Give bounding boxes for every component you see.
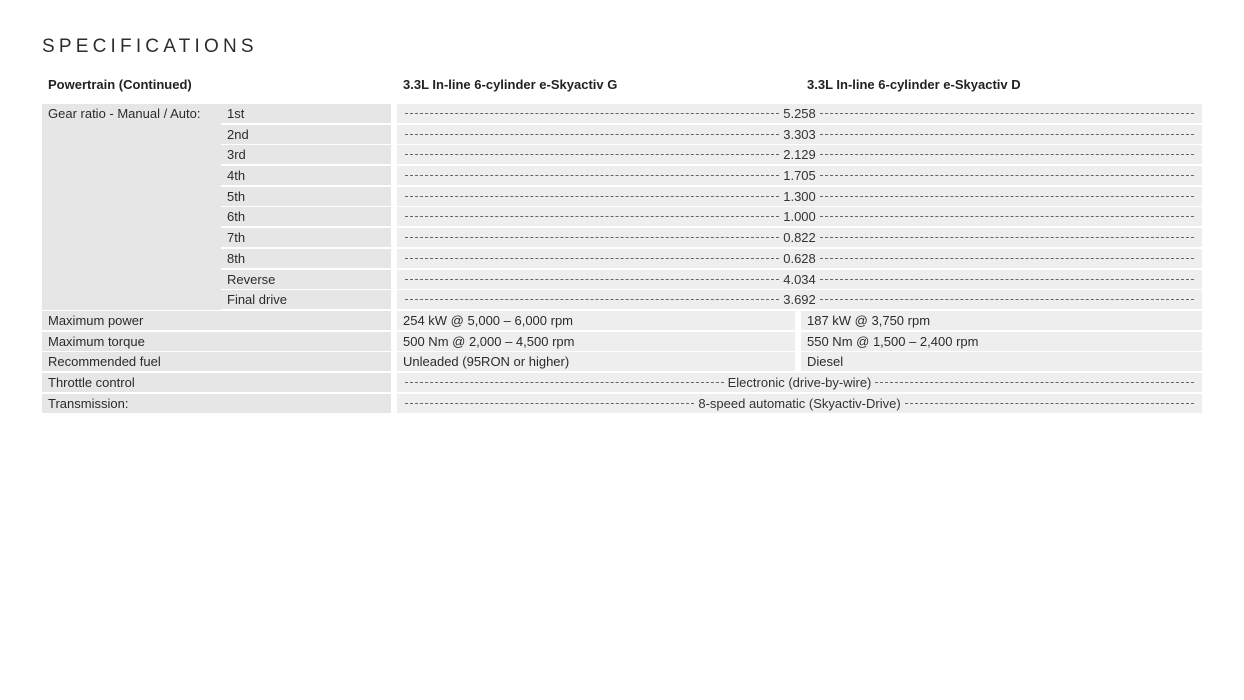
- gear-value-cell: [397, 104, 1202, 123]
- page-title: SPECIFICATIONS: [42, 36, 258, 57]
- gear-name: 4th: [221, 166, 391, 185]
- petrol-value: 500 Nm @ 2,000 – 4,500 rpm: [397, 332, 795, 351]
- shared-value: Electronic (drive-by-wire): [727, 374, 872, 390]
- gear-value-cell: [397, 125, 1202, 144]
- gear-value: 1.000: [783, 209, 816, 225]
- gear-name: 1st: [221, 104, 391, 123]
- gear-value-cell: [397, 187, 1202, 206]
- table-row: [42, 249, 1202, 270]
- spec-table: [42, 104, 1202, 414]
- gear-value: 3.692: [783, 292, 816, 308]
- petrol-value: 254 kW @ 5,000 – 6,000 rpm: [397, 311, 795, 330]
- diesel-value: Diesel: [801, 352, 1202, 371]
- table-row: [42, 187, 1202, 208]
- table-row-max-torque: [42, 332, 1202, 353]
- gear-value: 4.034: [783, 271, 816, 287]
- table-row: [42, 125, 1202, 146]
- petrol-value: Unleaded (95RON or higher): [397, 352, 795, 371]
- shared-value: 8-speed automatic (Skyactiv-Drive): [698, 395, 901, 411]
- gear-value-cell: [397, 228, 1202, 247]
- diesel-value: 550 Nm @ 1,500 – 2,400 rpm: [801, 332, 1202, 351]
- shared-value-cell: [397, 394, 1202, 413]
- gear-value-cell: [397, 145, 1202, 164]
- gear-value: 0.822: [783, 230, 816, 246]
- row-label: Recommended fuel: [42, 352, 391, 371]
- gear-value-cell: [397, 249, 1202, 268]
- gear-value: 1.705: [783, 168, 816, 184]
- row-label: Transmission:: [42, 394, 391, 413]
- gear-ratio-block: [42, 104, 1202, 311]
- gear-name: Final drive: [221, 290, 391, 309]
- gear-name: 5th: [221, 187, 391, 206]
- column-heading-diesel: 3.3L In-line 6-cylinder e-Skyactiv D: [807, 77, 1021, 92]
- table-row: [42, 270, 1202, 291]
- table-row-fuel: [42, 352, 1202, 373]
- gear-value-cell: [397, 290, 1202, 309]
- table-row-max-power: [42, 311, 1202, 332]
- gear-value-cell: [397, 270, 1202, 289]
- table-row: [42, 207, 1202, 228]
- gear-name: 7th: [221, 228, 391, 247]
- gear-value: 0.628: [783, 250, 816, 266]
- row-label: Throttle control: [42, 373, 391, 392]
- gear-name: 8th: [221, 249, 391, 268]
- shared-value-cell: [397, 373, 1202, 392]
- table-row: [42, 104, 1202, 125]
- row-label: Maximum power: [42, 311, 391, 330]
- table-row: [42, 166, 1202, 187]
- row-label: Maximum torque: [42, 332, 391, 351]
- gear-value: 2.129: [783, 147, 816, 163]
- gear-ratio-label: Gear ratio - Manual / Auto:: [42, 104, 221, 310]
- gear-value-cell: [397, 207, 1202, 226]
- gear-value: 5.258: [783, 106, 816, 121]
- table-row-transmission: [42, 394, 1202, 415]
- gear-name: 2nd: [221, 125, 391, 144]
- table-row-throttle: [42, 373, 1202, 394]
- gear-value-cell: [397, 166, 1202, 185]
- gear-value: 1.300: [783, 188, 816, 204]
- gear-name: 3rd: [221, 145, 391, 164]
- column-heading-petrol: 3.3L In-line 6-cylinder e-Skyactiv G: [403, 77, 618, 92]
- section-heading: Powertrain (Continued): [48, 77, 192, 92]
- gear-value: 3.303: [783, 126, 816, 142]
- gear-name: 6th: [221, 207, 391, 226]
- gear-name: Reverse: [221, 270, 391, 289]
- diesel-value: 187 kW @ 3,750 rpm: [801, 311, 1202, 330]
- table-row: [42, 145, 1202, 166]
- table-row: [42, 228, 1202, 249]
- table-row: [42, 290, 1202, 311]
